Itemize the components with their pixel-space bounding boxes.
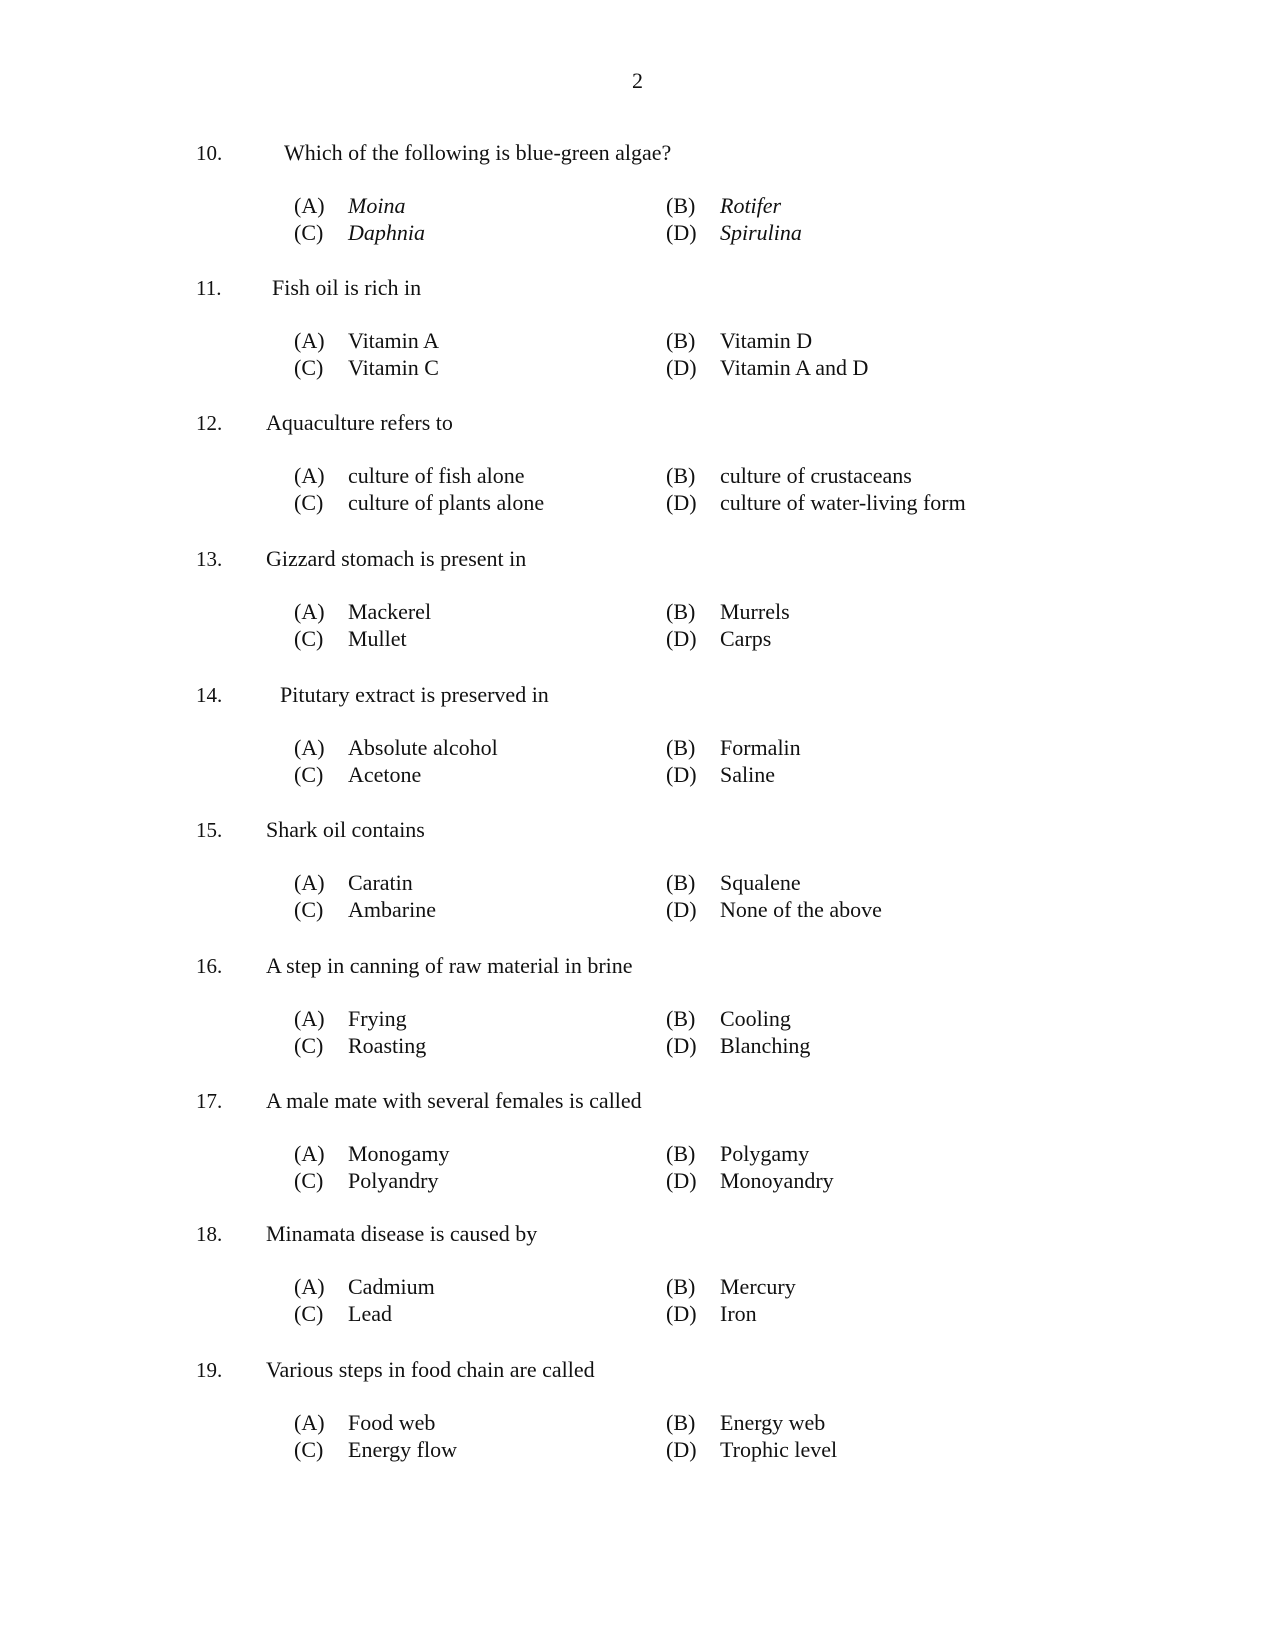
- option-text: culture of crustaceans: [720, 463, 912, 488]
- option-text: Mackerel: [348, 599, 432, 624]
- option-text: Acetone: [348, 762, 422, 787]
- option-text: Cadmium: [348, 1274, 435, 1299]
- option-label: (A): [294, 1006, 325, 1031]
- option-text: Energy flow: [348, 1437, 457, 1462]
- question-text: Fish oil is rich in: [272, 275, 422, 300]
- question-12: [0, 410, 1275, 540]
- question-number: 14.: [196, 683, 223, 707]
- option-label: (B): [666, 328, 696, 353]
- option-text: Absolute alcohol: [348, 735, 498, 760]
- option-label: (B): [666, 870, 696, 895]
- option-label: (C): [294, 220, 324, 245]
- option-text: Spirulina: [720, 220, 802, 245]
- question-17: [0, 1088, 1275, 1218]
- option-label: (C): [294, 1033, 324, 1058]
- option-text: culture of plants alone: [348, 490, 545, 515]
- question-text: Pitutary extract is preserved in: [280, 682, 549, 707]
- option-text: Lead: [348, 1301, 392, 1326]
- option-label: (B): [666, 1141, 696, 1166]
- option-label: (C): [294, 355, 324, 380]
- option-label: (D): [666, 1168, 697, 1193]
- option-label: (D): [666, 897, 697, 922]
- question-number: 12.: [196, 411, 223, 435]
- option-label: (B): [666, 193, 696, 218]
- question-number: 15.: [196, 818, 223, 842]
- option-label: (D): [666, 762, 697, 787]
- question-18: [0, 1221, 1275, 1351]
- question-11: [0, 275, 1275, 405]
- question-number: 10.: [196, 141, 223, 165]
- option-text: Saline: [720, 762, 775, 787]
- option-label: (C): [294, 897, 324, 922]
- option-label: (A): [294, 1141, 325, 1166]
- question-number: 13.: [196, 547, 223, 571]
- option-label: (A): [294, 870, 325, 895]
- option-text: Mullet: [348, 626, 407, 651]
- option-label: (C): [294, 626, 324, 651]
- question-15: [0, 817, 1275, 947]
- option-text: Formalin: [720, 735, 801, 760]
- option-label: (B): [666, 599, 696, 624]
- option-text: Frying: [348, 1006, 407, 1031]
- option-label: (A): [294, 1274, 325, 1299]
- option-text: Vitamin C: [348, 355, 439, 380]
- option-text: Rotifer: [720, 193, 782, 218]
- question-text: Which of the following is blue-green algae?: [284, 140, 672, 165]
- question-text: A step in canning of raw material in brine: [266, 953, 633, 978]
- question-text: Aquaculture refers to: [266, 410, 453, 435]
- question-number: 18.: [196, 1222, 223, 1246]
- option-text: culture of water-living form: [720, 490, 966, 515]
- option-text: Carps: [720, 626, 772, 651]
- option-text: Vitamin A: [348, 328, 439, 353]
- option-text: None of the above: [720, 897, 882, 922]
- option-label: (A): [294, 463, 325, 488]
- option-text: Food web: [348, 1410, 436, 1435]
- option-text: Monogamy: [348, 1141, 450, 1166]
- page-number: 2: [632, 68, 643, 93]
- option-text: Blanching: [720, 1033, 811, 1058]
- option-text: Vitamin D: [720, 328, 813, 353]
- option-label: (D): [666, 355, 697, 380]
- option-label: (C): [294, 490, 324, 515]
- option-label: (A): [294, 328, 325, 353]
- option-text: Moina: [348, 193, 406, 218]
- question-number: 19.: [196, 1358, 223, 1382]
- question-13: [0, 546, 1275, 676]
- option-text: culture of fish alone: [348, 463, 525, 488]
- option-label: (D): [666, 1033, 697, 1058]
- question-16: [0, 953, 1275, 1083]
- option-label: (D): [666, 220, 697, 245]
- option-text: Squalene: [720, 870, 801, 895]
- option-label: (A): [294, 735, 325, 760]
- option-label: (B): [666, 1410, 696, 1435]
- question-number: 17.: [196, 1089, 223, 1113]
- option-text: Polygamy: [720, 1141, 810, 1166]
- option-text: Roasting: [348, 1033, 427, 1058]
- question-number: 16.: [196, 954, 223, 978]
- option-label: (C): [294, 762, 324, 787]
- option-label: (D): [666, 626, 697, 651]
- question-text: Minamata disease is caused by: [266, 1221, 538, 1246]
- option-text: Daphnia: [348, 220, 425, 245]
- option-text: Iron: [720, 1301, 757, 1326]
- option-text: Polyandry: [348, 1168, 439, 1193]
- option-label: (C): [294, 1437, 324, 1462]
- option-text: Trophic level: [720, 1437, 838, 1462]
- option-label: (A): [294, 193, 325, 218]
- question-text: Various steps in food chain are called: [266, 1357, 595, 1382]
- option-label: (A): [294, 1410, 325, 1435]
- option-text: Energy web: [720, 1410, 826, 1435]
- option-text: Monoyandry: [720, 1168, 834, 1193]
- option-text: Ambarine: [348, 897, 436, 922]
- option-text: Caratin: [348, 870, 413, 895]
- question-19: [0, 1357, 1275, 1487]
- option-label: (D): [666, 490, 697, 515]
- option-text: Mercury: [720, 1274, 796, 1299]
- question-text: A male mate with several females is called: [266, 1088, 642, 1113]
- question-text: Gizzard stomach is present in: [266, 546, 527, 571]
- question-number: 11.: [196, 276, 222, 300]
- option-text: Murrels: [720, 599, 790, 624]
- option-label: (C): [294, 1168, 324, 1193]
- question-14: [0, 682, 1275, 812]
- option-label: (D): [666, 1301, 697, 1326]
- option-label: (B): [666, 1274, 696, 1299]
- option-label: (D): [666, 1437, 697, 1462]
- option-text: Vitamin A and D: [720, 355, 869, 380]
- option-label: (A): [294, 599, 325, 624]
- option-text: Cooling: [720, 1006, 791, 1031]
- option-label: (C): [294, 1301, 324, 1326]
- option-label: (B): [666, 463, 696, 488]
- option-label: (B): [666, 1006, 696, 1031]
- question-text: Shark oil contains: [266, 817, 425, 842]
- question-10: [0, 140, 1275, 270]
- option-label: (B): [666, 735, 696, 760]
